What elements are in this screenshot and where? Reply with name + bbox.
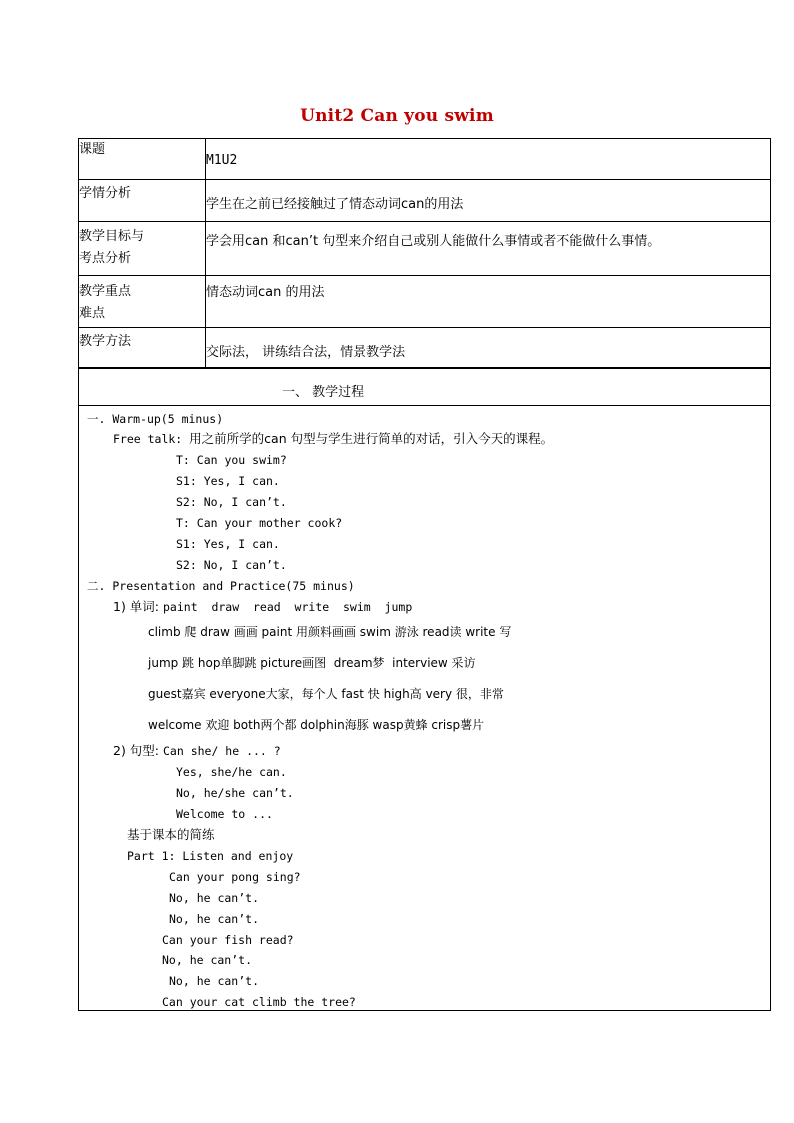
row-value-topic: M1U2 bbox=[206, 139, 771, 180]
lesson-info-table bbox=[78, 138, 771, 369]
dialogue-line: S2: No, I can’t. bbox=[176, 558, 287, 572]
vocabulary-line bbox=[113, 600, 412, 614]
part-heading: Part 1: Listen and enjoy bbox=[127, 849, 294, 863]
vocabulary-line: climb 爬 draw 画画 paint 用颜料画画 swim 游泳 read读 write 写 bbox=[148, 625, 512, 639]
dialogue-line: Can your cat climb the tree? bbox=[162, 995, 356, 1009]
table-row bbox=[79, 139, 771, 180]
vocabulary-line: welcome 欢迎 both两个都 dolphin海豚 wasp黄蜂 crisp薯片 bbox=[148, 718, 485, 732]
dialogue-line: No, he can’t. bbox=[162, 953, 253, 967]
dialogue-line: T: Can your mother cook? bbox=[176, 516, 343, 530]
row-label-objectives bbox=[79, 222, 206, 276]
presentation-heading: 二. Presentation and Practice(75 minus) bbox=[87, 579, 355, 593]
row-value-methods: 交际法， 讲练结合法，情景教学法 bbox=[206, 328, 771, 369]
sentence-pattern-line: No, he/she can’t. bbox=[176, 786, 294, 800]
dialogue-line: S1: Yes, I can. bbox=[176, 474, 280, 488]
row-label-student-analysis: 学情分析 bbox=[79, 180, 206, 222]
row-value-student-analysis: 学生在之前已经接触过了情态动词can的用法 bbox=[206, 180, 771, 222]
sentence-pattern-label: 2) 句型: bbox=[113, 743, 163, 758]
table-row bbox=[79, 222, 771, 276]
dialogue-line: No, he can’t. bbox=[169, 974, 260, 988]
vocabulary-line: guest嘉宾 everyone大家，每个人 fast 快 high高 very 很，非常 bbox=[148, 687, 504, 701]
teaching-process-box bbox=[78, 405, 771, 1011]
dialogue-line: S1: Yes, I can. bbox=[176, 537, 280, 551]
practice-heading-text: 基于课本的简练 bbox=[127, 827, 215, 842]
dialogue-line: Can your fish read? bbox=[162, 933, 294, 947]
row-value-objectives: 学会用can 和can’t 句型来介绍自己或别人能做什么事情或者不能做什么事情。 bbox=[206, 222, 771, 276]
vocabulary-label: 1) 单词: bbox=[113, 599, 163, 614]
table-row bbox=[79, 328, 771, 369]
dialogue-line: T: Can you swim? bbox=[176, 453, 287, 467]
free-talk-text: 用之前所学的can 句型与学生进行简单的对话，引入今天的课程。 bbox=[189, 431, 554, 446]
row-label-line: 考点分析 bbox=[79, 251, 132, 266]
table-row bbox=[79, 276, 771, 328]
row-label-topic: 课题 bbox=[79, 139, 206, 180]
warm-up-heading: 一. Warm-up(5 minus) bbox=[87, 412, 224, 426]
row-label-line: 难点 bbox=[79, 306, 106, 321]
practice-heading bbox=[127, 828, 215, 842]
row-label-line: 教学目标与 bbox=[79, 229, 145, 244]
dialogue-line: Can your pong sing? bbox=[169, 870, 301, 884]
table-row bbox=[79, 180, 771, 222]
vocabulary-line: jump 跳 hop单脚跳 picture画图 dream梦 interview 采访 bbox=[148, 656, 476, 670]
row-label-line: 教学重点 bbox=[79, 284, 132, 299]
row-label-key-points bbox=[79, 276, 206, 328]
page-title: Unit2 Can you swim bbox=[300, 106, 494, 126]
dialogue-line: No, he can’t. bbox=[169, 891, 260, 905]
section-heading: 一、 教学过程 bbox=[282, 385, 365, 400]
free-talk-line bbox=[113, 432, 553, 446]
vocabulary-words: paint draw read write swim jump bbox=[163, 600, 413, 614]
row-value-key-points: 情态动词can 的用法 bbox=[206, 276, 771, 328]
dialogue-line: S2: No, I can’t. bbox=[176, 495, 287, 509]
sentence-pattern-line: Yes, she/he can. bbox=[176, 765, 287, 779]
sentence-pattern-line: Welcome to ... bbox=[176, 807, 273, 821]
row-label-methods: 教学方法 bbox=[79, 328, 206, 369]
free-talk-label: Free talk: bbox=[113, 432, 190, 446]
dialogue-line: No, he can’t. bbox=[169, 912, 260, 926]
sentence-pattern-line bbox=[113, 744, 281, 758]
sentence-pattern-text: Can she/ he ... ? bbox=[163, 744, 281, 758]
section-heading-box bbox=[78, 367, 771, 406]
